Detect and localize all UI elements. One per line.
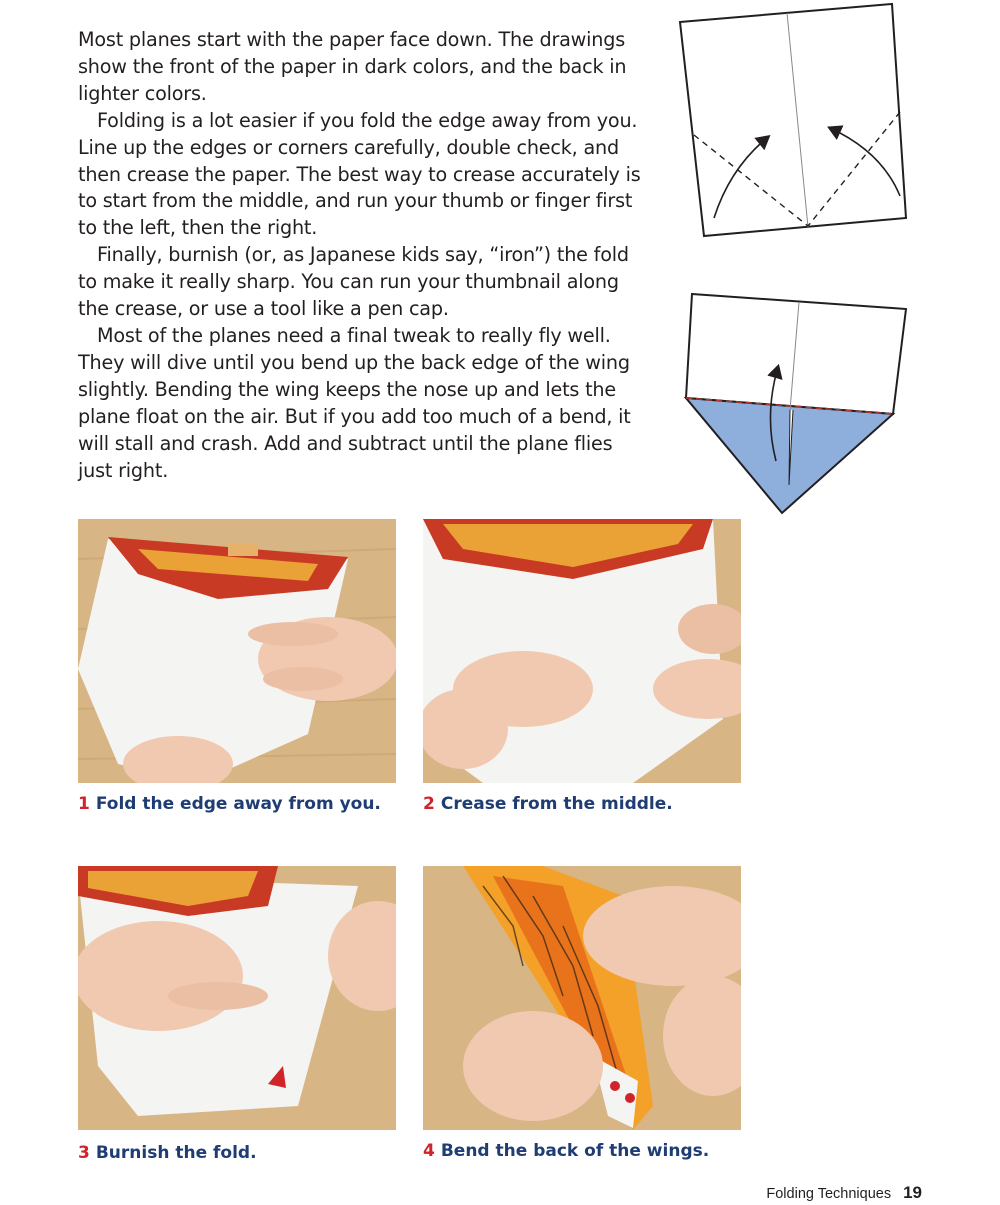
step-label: Fold the edge away from you. <box>95 794 381 814</box>
paragraph-2: Folding is a lot easier if you fold the edge away from you. Line up the edges or corners carefully, double check, and then crease the paper. The best way to crease accurately is to start from the middle, and run your thumb or finger first to the left, then the right. <box>78 108 641 240</box>
paragraph-3: Finally, burnish (or, as Japanese kids say, “iron”) the fold to make it really sharp. You can run your thumbnail along the crease, or use a tool like a pen cap. <box>78 243 629 321</box>
step-number: 2 <box>423 794 435 814</box>
fold-diagram-triangle <box>672 285 917 520</box>
page-number: 19 <box>903 1183 922 1202</box>
step-number: 4 <box>423 1141 435 1161</box>
step-number: 3 <box>78 1143 90 1163</box>
page-footer <box>766 1183 922 1203</box>
step-caption-2 <box>423 794 673 814</box>
paragraph-4: Most of the planes need a final tweak to really fly well. They will dive until you bend up the back edge of the wing slightly. Bending the wing keeps the nose up and lets the plane float on the air. But if you add too much of a bend, it will stall and crash. Add and subtract until the plane flies just right. <box>78 323 631 482</box>
step-number: 1 <box>78 794 90 814</box>
step-caption-3 <box>78 1143 257 1163</box>
step-label: Crease from the middle. <box>440 794 673 814</box>
step-label: Bend the back of the wings. <box>440 1141 710 1161</box>
fold-diagram-square <box>672 0 912 245</box>
step-caption-1 <box>78 794 381 814</box>
section-title: Folding Techniques <box>766 1186 892 1202</box>
paragraph-1: Most planes start with the paper face down. The drawings show the front of the paper in dark colors, and the back in lighter colors. <box>78 28 627 105</box>
body-text <box>78 27 648 484</box>
photo-fold-edge <box>78 519 396 783</box>
photo-burnish-fold <box>78 866 396 1130</box>
photo-bend-wings <box>423 866 741 1130</box>
step-label: Burnish the fold. <box>95 1143 257 1163</box>
photo-crease-middle <box>423 519 741 783</box>
step-caption-4 <box>423 1141 709 1161</box>
